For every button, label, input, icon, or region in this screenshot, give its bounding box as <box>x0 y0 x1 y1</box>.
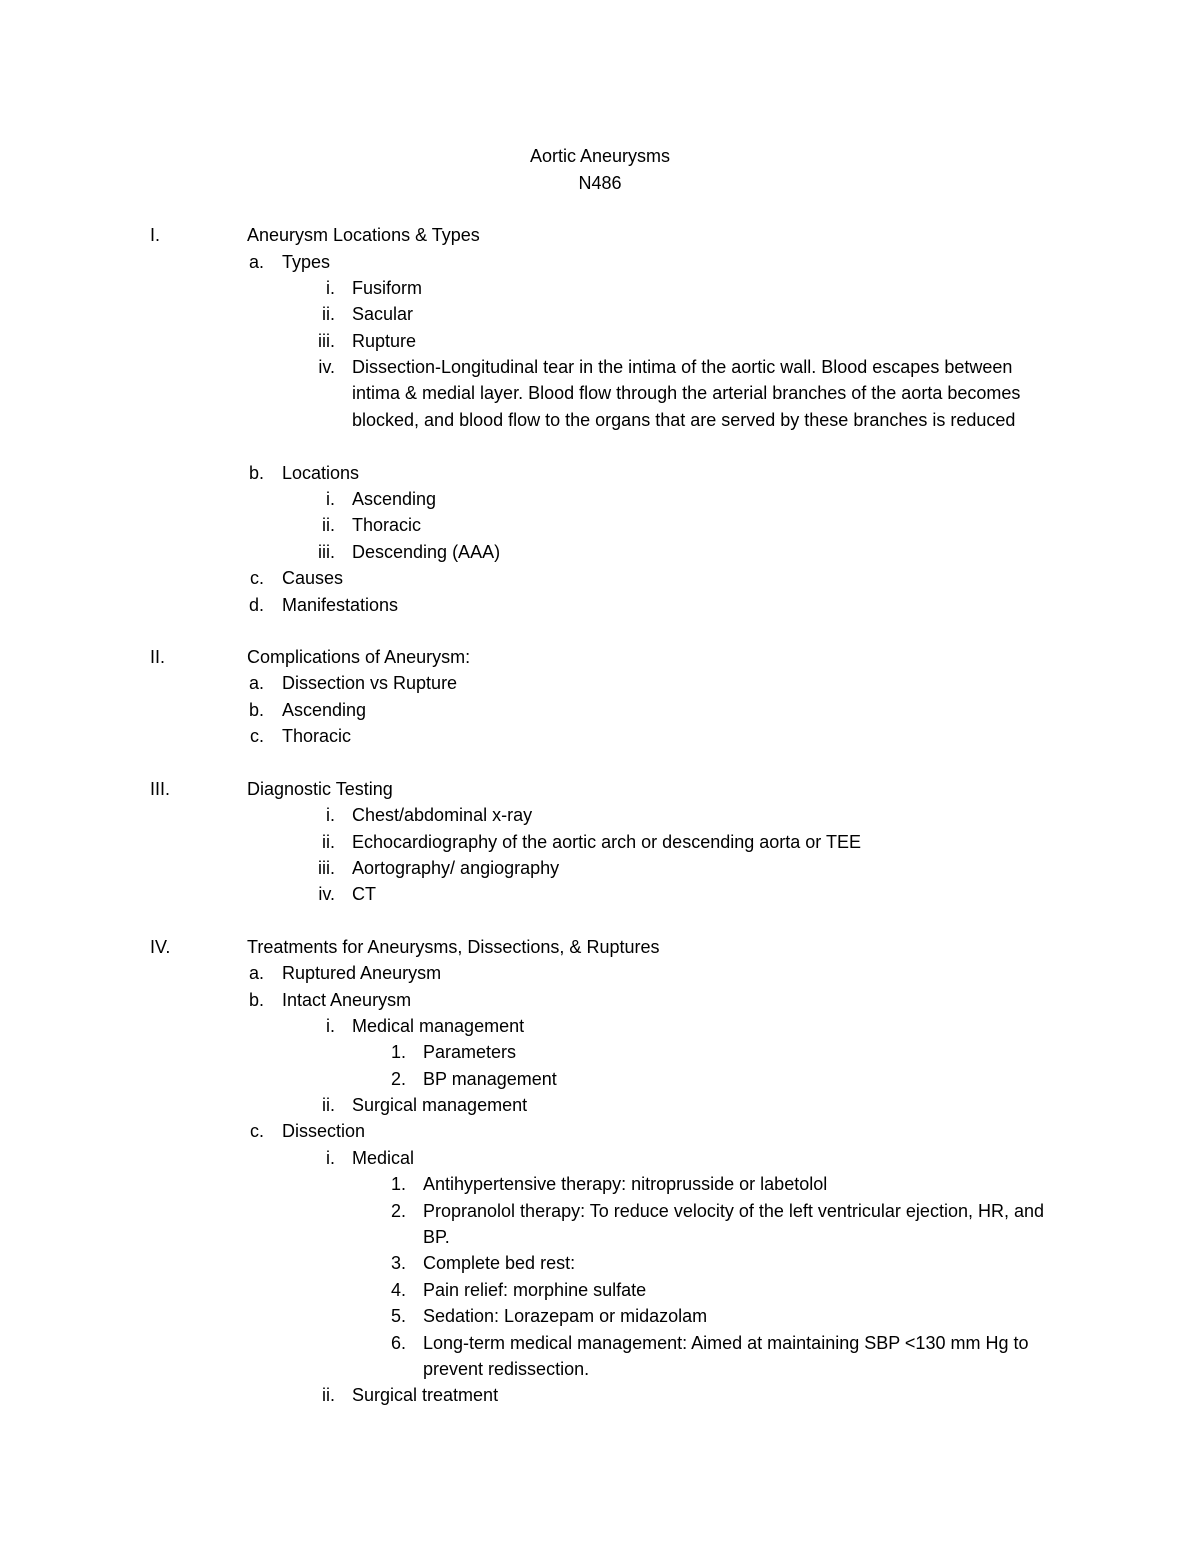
section-marker: II. <box>150 647 166 667</box>
outline-marker: ii. <box>322 304 335 324</box>
outline-marker: b. <box>248 463 264 483</box>
outline-marker: i. <box>326 489 335 509</box>
section-marker: IV. <box>150 937 171 957</box>
outline-marker: i. <box>326 1016 335 1036</box>
outline-marker: 1. <box>390 1042 406 1062</box>
outline-marker: i. <box>326 805 335 825</box>
outline-marker: iv. <box>318 357 335 377</box>
outline-item: Ascending <box>282 700 367 720</box>
outline-item: Descending (AAA) <box>352 542 501 562</box>
outline-item: Sacular <box>352 304 414 324</box>
outline-marker: iii. <box>318 331 335 351</box>
outline-item: Causes <box>282 568 344 588</box>
outline-marker: 1. <box>390 1174 406 1194</box>
outline-item: Types <box>282 252 331 272</box>
outline-marker: a. <box>248 252 264 272</box>
outline-marker: b. <box>248 990 264 1010</box>
outline-marker: iii. <box>318 542 335 562</box>
outline-marker: 3. <box>390 1253 406 1273</box>
outline-item: Antihypertensive therapy: nitroprusside or labetolol <box>423 1174 828 1194</box>
outline-item: Dissection <box>282 1121 366 1141</box>
outline-item: Rupture <box>352 331 417 351</box>
outline-marker: iv. <box>318 884 335 904</box>
outline-item: Ascending <box>352 489 437 509</box>
outline-item: Pain relief: morphine sulfate <box>423 1280 647 1300</box>
outline-marker: b. <box>248 700 264 720</box>
outline-marker: d. <box>248 595 264 615</box>
outline-item: Chest/abdominal x-ray <box>352 805 533 825</box>
outline-item: Thoracic <box>282 726 352 746</box>
outline-item: Ruptured Aneurysm <box>282 963 442 983</box>
outline-item: BP management <box>423 1069 557 1089</box>
outline-item: Medical <box>352 1148 415 1168</box>
outline-marker: 6. <box>390 1333 406 1353</box>
outline-marker: a. <box>248 963 264 983</box>
outline-item: Aortography/ angiography <box>352 858 560 878</box>
outline-item: Echocardiography of the aortic arch or descending aorta or TEE <box>352 832 861 852</box>
outline-item: Sedation: Lorazepam or midazolam <box>423 1306 708 1326</box>
section-heading: Diagnostic Testing <box>247 779 393 799</box>
outline-item: Dissection vs Rupture <box>282 673 458 693</box>
outline-item: Surgical treatment <box>352 1385 499 1405</box>
outline-marker: ii. <box>322 515 335 535</box>
outline-item: Thoracic <box>352 515 422 535</box>
outline-marker: ii. <box>322 1385 335 1405</box>
outline-marker: 5. <box>390 1306 406 1326</box>
section-marker: III. <box>150 779 171 799</box>
outline-item: Manifestations <box>282 595 399 615</box>
outline-marker: i. <box>326 278 335 298</box>
outline-item: Intact Aneurysm <box>282 990 412 1010</box>
course-code: N486 <box>578 173 622 193</box>
outline-marker: 2. <box>390 1069 406 1089</box>
document-title: Aortic Aneurysms <box>529 146 671 166</box>
outline-marker: ii. <box>322 1095 335 1115</box>
outline-item: Locations <box>282 463 360 483</box>
outline-item: Medical management <box>352 1016 525 1036</box>
section-marker: I. <box>150 225 161 245</box>
outline-item: Long-term medical management: Aimed at maintaining SBP <130 mm Hg to prevent redissection. <box>423 1333 1029 1380</box>
section-heading: Aneurysm Locations & Types <box>247 225 480 245</box>
outline-item: Propranolol therapy: To reduce velocity of the left ventricular ejection, HR, and BP. <box>423 1201 1044 1248</box>
outline-marker: c. <box>249 1121 264 1141</box>
outline-marker: 4. <box>390 1280 406 1300</box>
outline-marker: a. <box>248 673 264 693</box>
outline-item: Surgical management <box>352 1095 528 1115</box>
outline-item: Dissection-Longitudinal tear in the intima of the aortic wall. Blood escapes between intima & medial layer. Blood flow through the arterial branches of the aorta becomes blocked, and blood flow to the organs that are served by these branches is reduced <box>352 357 1021 430</box>
section-heading: Complications of Aneurysm: <box>247 647 471 667</box>
section-heading: Treatments for Aneurysms, Dissections, & Ruptures <box>247 937 660 957</box>
outline-marker: c. <box>249 568 264 588</box>
outline-marker: iii. <box>318 858 335 878</box>
outline-item: Fusiform <box>352 278 423 298</box>
outline-marker: c. <box>249 726 264 746</box>
outline-marker: 2. <box>390 1201 406 1221</box>
outline-marker: ii. <box>322 832 335 852</box>
outline-marker: i. <box>326 1148 335 1168</box>
outline-item: CT <box>352 884 376 904</box>
outline-item: Complete bed rest: <box>423 1253 576 1273</box>
outline-item: Parameters <box>423 1042 517 1062</box>
